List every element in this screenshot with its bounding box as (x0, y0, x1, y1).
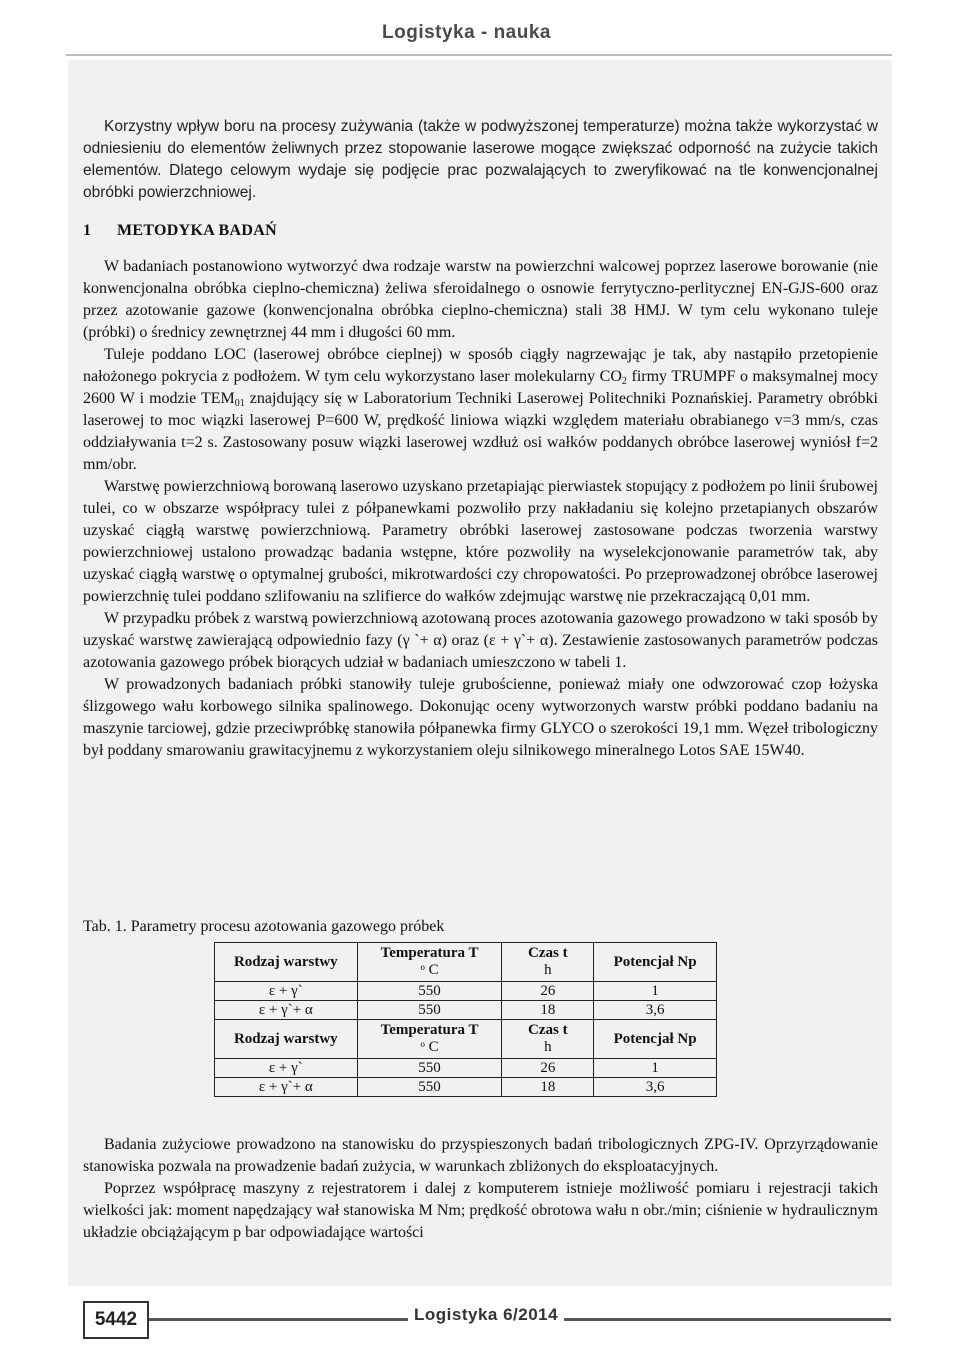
cell-layer: ε + γ` (215, 1059, 358, 1078)
cell-temp: 550 (357, 1001, 502, 1020)
paragraph-5: W prowadzonych badaniach próbki stanowiły tuleje grubościenne, ponieważ miały one odwzorować czop łożyska ślizgowego wału korbowego silnika spalinowego. Dokonując oceny wytworzonych warstw próbki poddano badaniu na maszynie tarciowej, gdzie przeciwpróbkę stanowiła półpanewka firmy GLYCO o szerokości 19,1 mm. Węzeł tribologiczny był poddany smarowaniu grawitacyjnemu z wykorzystaniem oleju silnikowego mineralnego Lotos SAE 15W40. (83, 676, 878, 759)
paragraph-2c-text: znajdujący się w Laboratorium Techniki Laserowej Politechniki Poznańskiej. Parametry obróbki laserowej to moc wiązki laserowej P=600 W, prędkość liniowa wiązki względem materiału obrabianego v=3 mm/s, czas oddziaływania t=2 s. Zastosowany posuw wiązki laserowej wzdłuż osi wałków poddanych obróbce laserowej wyniósł f=2 mm/obr. (83, 390, 879, 473)
cell-time: 18 (502, 1001, 594, 1020)
section-heading (83, 222, 277, 240)
intro-paragraph (83, 116, 878, 204)
header-temperature (357, 1020, 502, 1059)
paragraph-6: Badania zużyciowe prowadzono na stanowisku do przyspieszonych badań tribologicznych ZPG-IV. Oprzyrządowanie stanowiska pozwala na prowadzenie badań zużycia, w warunkach zbliżonych do eksploatacyjnych. (83, 1136, 878, 1175)
header-time-unit: h (544, 962, 552, 978)
header-time-label: Czas t (528, 1022, 568, 1038)
table-header-row (215, 943, 717, 982)
header-layer: Rodzaj warstwy (215, 943, 358, 982)
header-rule (66, 54, 892, 56)
parameters-table (214, 942, 717, 1097)
cell-temp: 550 (357, 982, 502, 1001)
tem-subscript: 01 (234, 398, 245, 409)
body-text (83, 256, 878, 762)
journal-label: Logistyka 6/2014 (408, 1305, 564, 1325)
cell-time: 26 (502, 982, 594, 1001)
cell-np: 1 (594, 1059, 717, 1078)
cell-time: 18 (502, 1078, 594, 1097)
running-header: Logistyka - nauka (382, 22, 551, 43)
header-temperature-label: Temperatura T (380, 1022, 479, 1038)
table-row (215, 982, 717, 1001)
header-temperature-label: Temperatura T (380, 945, 479, 961)
table-header-row (215, 1020, 717, 1059)
paragraph-2b-text: firmy TRUMPF o maksymalnej mocy 2600 W i modzie TEM (83, 368, 879, 407)
paragraph-1 (83, 256, 878, 344)
cell-layer: ε + γ`+ α (215, 1001, 358, 1020)
paragraph-1-text: W badaniach postanowiono wytworzyć dwa rodzaje warstw na powierzchni walcowej poprzez laserowe borowanie (nie konwencjonalna obróbka cieplno-chemiczna) żeliwa sferoidalnego o osnowie ferrytyczno-perlitycznej EN-GJS-600 oraz przez azotowanie gazowe (konwencjonalna obróbka cieplno-chemiczna) stali 38 HMJ. (83, 258, 878, 319)
header-temperature-unit: ᵒ C (420, 962, 439, 978)
table-row (215, 1059, 717, 1078)
co2-subscript: 2 (621, 376, 627, 387)
table-caption: Tab. 1. Parametry procesu azotowania gazowego próbek (83, 918, 445, 935)
header-potential: Potencjał Np (594, 943, 717, 982)
cell-np: 3,6 (594, 1001, 717, 1020)
intro-text-1: Korzystny wpływ boru na procesy zużywania (także w podwyższonej temperaturze) można także wykorzystać w odniesieniu do elementów żeliwnych przez stopowanie laserowe mogące zwiększać odporność na zużycie takich elementów. (83, 118, 878, 179)
header-time-label: Czas t (528, 945, 568, 961)
paragraph-2 (83, 344, 878, 476)
cell-np: 1 (594, 982, 717, 1001)
cell-time: 26 (502, 1059, 594, 1078)
intro-text-2: Dlatego celowym wydaje się podjęcie prac pozwalających to zweryfikować na tle konwencjonalnej obróbki powierzchniowej. (83, 162, 878, 201)
paragraph-3: Warstwę powierzchniową borowaną laserowo uzyskano przetapiając pierwiastek stopujący z podłożem po linii śrubowej tulei, co w obszarze współpracy tulei z półpanewkami pozwoliło przy nakładaniu się kolejno przetapianych obszarów uzyskać ciągłą warstwę powierzchniową. Parametry obróbki laserowej zastosowane podczas tworzenia warstwy powierzchniowej ustalono prowadząc badania wstępne, które pozwoliły na wyselekcjonowanie parametrów tak, aby uzyskać ciągłą warstwę o optymalnej grubości, mikrotwardości czy chropowatości. Po przeprowadzonej obróbce laserowej powierzchnię tulei poddano szlifowaniu na szlifierce do wałków zdejmując warstwę nie przekraczającą 0,01 mm. (83, 478, 878, 605)
cell-temp: 550 (357, 1078, 502, 1097)
header-time (502, 943, 594, 982)
cell-temp: 550 (357, 1059, 502, 1078)
cell-layer: ε + γ`+ α (215, 1078, 358, 1097)
header-time-unit: h (544, 1039, 552, 1055)
paragraph-4: W przypadku próbek z warstwą powierzchniową azotowaną proces azotowania gazowego prowadzono w taki sposób by uzyskać warstwę zawierającą odpowiednio fazy (γ `+ α) oraz (ε + γ`+ α). Zestawienie zastosowanych parametrów podczas azotowania gazowego próbek biorących udział w badaniach umieszczono w tabeli 1. (83, 610, 878, 671)
header-layer: Rodzaj warstwy (215, 1020, 358, 1059)
header-temperature (357, 943, 502, 982)
paragraph-7: Poprzez współpracę maszyny z rejestratorem i dalej z komputerem istnieje możliwość pomiaru i rejestracji takich wielkości jak: moment napędzający wał stanowiska M Nm; prędkość obrotowa wału n obr./min; ciśnienie w hydraulicznym układzie obciążającym p bar odpowiadające wartości (83, 1180, 878, 1241)
closing-text (83, 1134, 878, 1244)
header-temperature-unit: ᵒ C (420, 1039, 439, 1055)
section-number: 1 (83, 222, 92, 239)
section-title: METODYKA BADAŃ (117, 222, 277, 239)
page-number: 5442 (83, 1301, 149, 1339)
cell-np: 3,6 (594, 1078, 717, 1097)
header-potential: Potencjał Np (594, 1020, 717, 1059)
paragraph-2a-text: Tuleje poddano LOC (laserowej obróbce cieplnej) w sposób ciągły nagrzewając je tak, aby nastąpiło przetopienie nałożonego pokrycia z podłożem. W tym celu wykorzystano laser molekularny CO (83, 346, 878, 385)
table-row (215, 1078, 717, 1097)
paragraph-1b-text: W tym celu wykonano tuleje (próbki) o średnicy zewnętrznej 44 mm i długości 60 mm. (83, 302, 878, 341)
header-time (502, 1020, 594, 1059)
cell-layer: ε + γ` (215, 982, 358, 1001)
table-row (215, 1001, 717, 1020)
